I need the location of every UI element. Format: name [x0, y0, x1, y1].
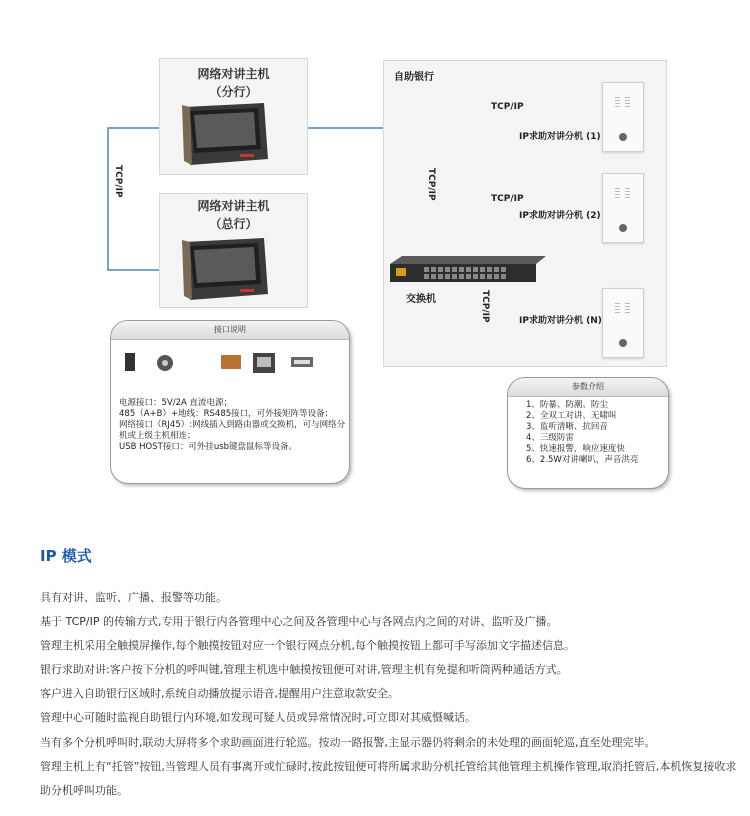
param-item: 5、快速报警，响应速度快 [526, 444, 625, 454]
left-link-label: TCP/IP [113, 165, 123, 198]
paragraph-8: 管理主机上有“托管”按钮,当管理人员有事离开或忙碌时,按此按钮便可将所属求助分机托管给其他管理主机操作管理,取消托管后,本机恢复接收求助分机呼叫功能。 [40, 760, 737, 797]
branch-host-title-line1: 网络对讲主机 [197, 67, 270, 81]
paragraph-5: 客户进入自助银行区域时,系统自动播放提示语音,提醒用户注意取款安全。 [40, 687, 399, 700]
param-item: 6、2.5W对讲喇叭，声音洪亮 [526, 455, 639, 465]
extension-unit-2 [602, 173, 644, 243]
uplink-label: TCP/IP [426, 168, 436, 201]
interface-ports-icon [125, 349, 335, 379]
param-item: 2、全双工对讲、无啸叫 [526, 411, 617, 421]
intercom-host-device [180, 234, 270, 304]
interface-description [119, 398, 347, 453]
interface-line-1: 电源接口：5V/2A 直流电源； [119, 398, 233, 408]
paragraph-4: 银行求助对讲:客户按下分机的呼叫键,管理主机选中触摸按钮便可对讲,管理主机有免提和听筒两种通话方式。 [40, 663, 568, 676]
interface-line-2: 485（A+B）+地线：RS485接口，可外接矩阵等设备； [119, 409, 334, 419]
interface-line-4: USB HOST接口：可外挂usb键盘鼠标等设备。 [119, 442, 298, 452]
link-label-1: TCP/IP [491, 102, 524, 112]
section-title: IP 模式 [40, 547, 92, 565]
hq-host-title-line2: （总行） [209, 217, 258, 231]
branch-host-title [160, 65, 307, 101]
paragraph-2: 基于 TCP/IP 的传输方式,专用于银行内各管理中心之间及各管理中心与各网点内之间的对讲、监听及广播。 [40, 615, 558, 628]
interface-box-title: 接口说明 [111, 321, 349, 340]
extension-label-2: IP求助对讲分机 (2) [519, 211, 601, 221]
hq-host-panel [159, 193, 308, 308]
network-switch-icon [390, 256, 546, 284]
hq-host-title [160, 197, 307, 233]
link-label-3: TCP/IP [480, 290, 490, 323]
param-item: 1、防暴、防潮、防尘 [526, 400, 608, 410]
link-label-2: TCP/IP [491, 194, 524, 204]
extension-unit-1 [602, 82, 644, 152]
branch-host-panel [159, 58, 308, 175]
paragraph-1: 具有对讲、监听、广播、报警等功能。 [40, 591, 227, 604]
interface-box [110, 320, 350, 484]
bank-area-title: 自助银行 [394, 72, 434, 83]
extension-label-1: IP求助对讲分机 (1) [519, 132, 601, 142]
param-item: 3、监听清晰、抗回音 [526, 422, 608, 432]
params-list [526, 400, 638, 466]
hq-host-title-line1: 网络对讲主机 [197, 199, 270, 213]
intercom-host-device [180, 99, 270, 169]
interface-line-3: 网络接口（RJ45）:网线插入到路由器或交换机，可与网络分机或上级主机相连； [119, 420, 346, 441]
paragraph-6: 管理中心可随时监视自助银行内环境,如发现可疑人员或异常情况时,可立即对其威慑喊话。 [40, 711, 476, 724]
paragraph-7: 当有多个分机呼叫时,联动大屏将多个求助画面进行轮巡。按动一路报警,主显示器仍将剩余的未处理的画面轮巡,直至处理完毕。 [40, 736, 656, 749]
paragraph-3: 管理主机采用全触摸屏操作,每个触摸按钮对应一个银行网点分机,每个触摸按钮上都可手写添加文字描述信息。 [40, 639, 575, 652]
params-box-title: 参数介绍 [508, 378, 668, 397]
extension-label-3: IP求助对讲分机 (N) [519, 316, 602, 326]
branch-host-title-line2: （分行） [209, 85, 258, 99]
switch-label: 交换机 [406, 294, 436, 305]
extension-unit-3 [602, 288, 644, 358]
params-box [507, 377, 669, 489]
param-item: 4、三级防雷 [526, 433, 574, 443]
